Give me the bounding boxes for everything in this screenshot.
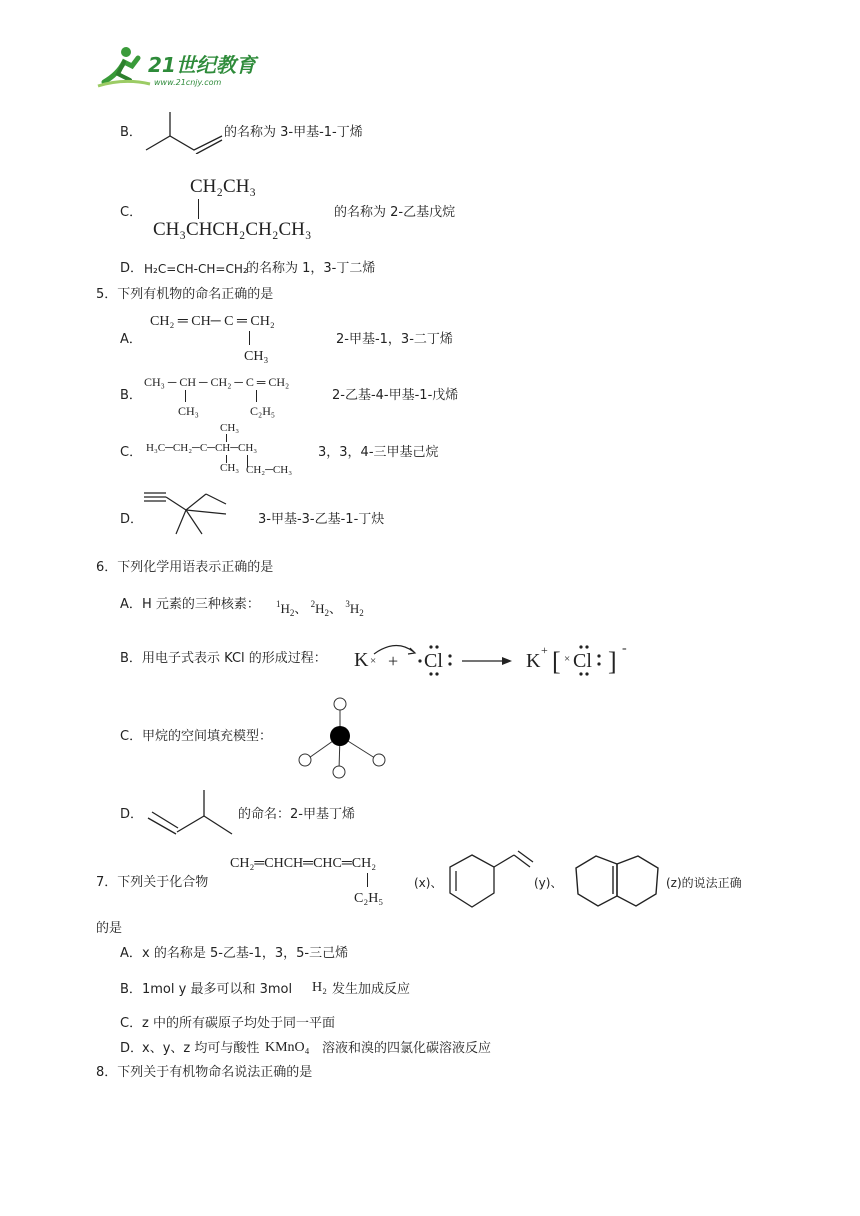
q4-c-bond (198, 199, 199, 219)
q6-c-letter: C． (120, 729, 143, 744)
q5-a-name: 2-甲基-1，3-二丁烯 (336, 332, 453, 347)
q7-b-post: 发生加成反应 (332, 982, 411, 997)
q6-a-isotopes: $^1H_2$、 $^2H_2$、 $^3H_2$ (276, 599, 364, 618)
q5-b-row1: CH₃ ─ CH ─ CH₂ ─ C ═ CH₂ (144, 375, 290, 389)
q6-c-text: 甲烷的空间填充模型： (142, 729, 273, 744)
q7-b-pre: 1mol y 最多可以和 3mol (142, 982, 293, 997)
q6-d-text: 的命名：2-甲基丁烯 (238, 807, 355, 822)
q7-d-reagent: KMnO₄ (265, 1040, 310, 1055)
q7-d-pre: x、y、z 均可与酸性 (142, 1041, 260, 1056)
q4-c-letter: C． (120, 205, 143, 220)
svg-text:×: × (370, 655, 377, 667)
q5-a-row1: CH₂ ═ CH─ C ═ CH₂ (150, 314, 275, 329)
q4-b-text: 的名称为 3-甲基-1-丁烯 (224, 125, 363, 140)
q4-d-letter: D． (120, 261, 144, 276)
q5-c-bot1: CH₃ (220, 462, 240, 474)
q6-a-letter: A． (120, 597, 142, 612)
q4-c-formula-main: CH₃CHCH₂CH₂CH₃ (153, 219, 312, 240)
q5-d-structure (140, 490, 230, 540)
q7-z-structure (570, 852, 664, 912)
q6-c-methane-model (292, 690, 392, 782)
q5-stem: 5．下列有机物的命名正确的是 (96, 287, 274, 302)
q5-b-letter: B． (120, 388, 142, 403)
q6-a-text: H 元素的三种核素： (142, 597, 260, 612)
q4-b-letter: B． (120, 125, 142, 140)
q7-c-text: z 中的所有碳原子均处于同一平面 (142, 1016, 335, 1031)
q7-x-label: (x)、 (414, 876, 443, 890)
q5-a-sub: CH₃ (244, 349, 269, 364)
q7-x-sub: C₂H₅ (354, 891, 384, 906)
q6-b-k: K (354, 649, 369, 671)
q7-stem-cont: 的是 (96, 921, 123, 936)
q6-b-letter: B． (120, 651, 142, 666)
svg-text:+: + (541, 643, 548, 657)
q6-d-structure (144, 788, 236, 840)
q5-a-bond (249, 331, 250, 345)
q7-a-letter: A． (120, 946, 142, 961)
q7-d-post: 溶液和溴的四氯化碳溶液反应 (322, 1041, 492, 1056)
q5-c-top: CH₃ (220, 422, 240, 434)
q5-b-name: 2-乙基-4-甲基-1-戊烯 (332, 388, 459, 403)
q6-b-electron-diagram (350, 634, 650, 680)
q4-b-structure (142, 108, 226, 154)
q5-b-bond1 (185, 390, 186, 402)
logo-brand: 21世纪教育 (148, 53, 256, 77)
svg-text:×: × (564, 653, 571, 665)
q5-d-name: 3-甲基-3-乙基-1-丁炔 (258, 512, 385, 527)
q7-y-structure (446, 835, 536, 917)
q5-b-bond2 (256, 390, 257, 402)
runner-logo-icon (96, 44, 152, 90)
svg-text:[: [ (552, 647, 561, 676)
svg-text:K: K (526, 650, 541, 672)
q6-stem: 6．下列化学用语表示正确的是 (96, 560, 274, 575)
q5-c-row1: H₃C─CH₂─C─CH─CH₃ (146, 442, 258, 454)
q4-c-text: 的名称为 2-乙基戊烷 (334, 205, 456, 220)
q7-d-letter: D． (120, 1041, 144, 1056)
q4-d-text: 的名称为 1，3-丁二烯 (246, 261, 376, 276)
svg-text:Cl: Cl (573, 650, 592, 672)
svg-text:-: - (622, 641, 627, 656)
q5-c-letter: C． (120, 445, 143, 460)
q6-b-plus: + (388, 651, 399, 671)
q7-stem: 7．下列关于化合物 (96, 875, 209, 890)
q7-x-formula: CH₂═CHCH═CHC═CH₂ (230, 856, 377, 871)
q7-y-label: (y)、 (534, 876, 563, 890)
q5-b-sub1: CH₃ (178, 404, 199, 418)
q7-z-label: (z)的说法正确 (666, 876, 742, 890)
q6-d-letter: D． (120, 807, 144, 822)
q7-a-text: x 的名称是 5-乙基-1，3，5-三己烯 (142, 946, 349, 961)
q5-c-bot2: CH₂─CH₃ (246, 464, 293, 476)
q5-b-sub2: C₂H₅ (250, 404, 276, 418)
q7-b-h2: H₂ (312, 980, 327, 995)
q5-c-name: 3，3，4-三甲基己烷 (318, 445, 439, 460)
q6-b-cl: Cl (424, 650, 443, 672)
q4-c-formula-top: CH₂CH₃ (190, 176, 257, 197)
q5-d-letter: D． (120, 512, 144, 527)
svg-text:]: ] (608, 647, 617, 676)
q4-d-formula: H₂C=CH-CH=CH₂ (144, 262, 248, 276)
q7-x-bond (367, 873, 368, 887)
q6-b-text: 用电子式表示 KCl 的形成过程： (142, 651, 327, 666)
q7-b-letter: B． (120, 982, 142, 997)
logo (96, 44, 276, 92)
logo-url: www.21cnjy.com (154, 78, 222, 87)
q8-stem: 8．下列关于有机物命名说法正确的是 (96, 1065, 313, 1080)
q7-c-letter: C． (120, 1016, 143, 1031)
q5-a-letter: A． (120, 332, 142, 347)
